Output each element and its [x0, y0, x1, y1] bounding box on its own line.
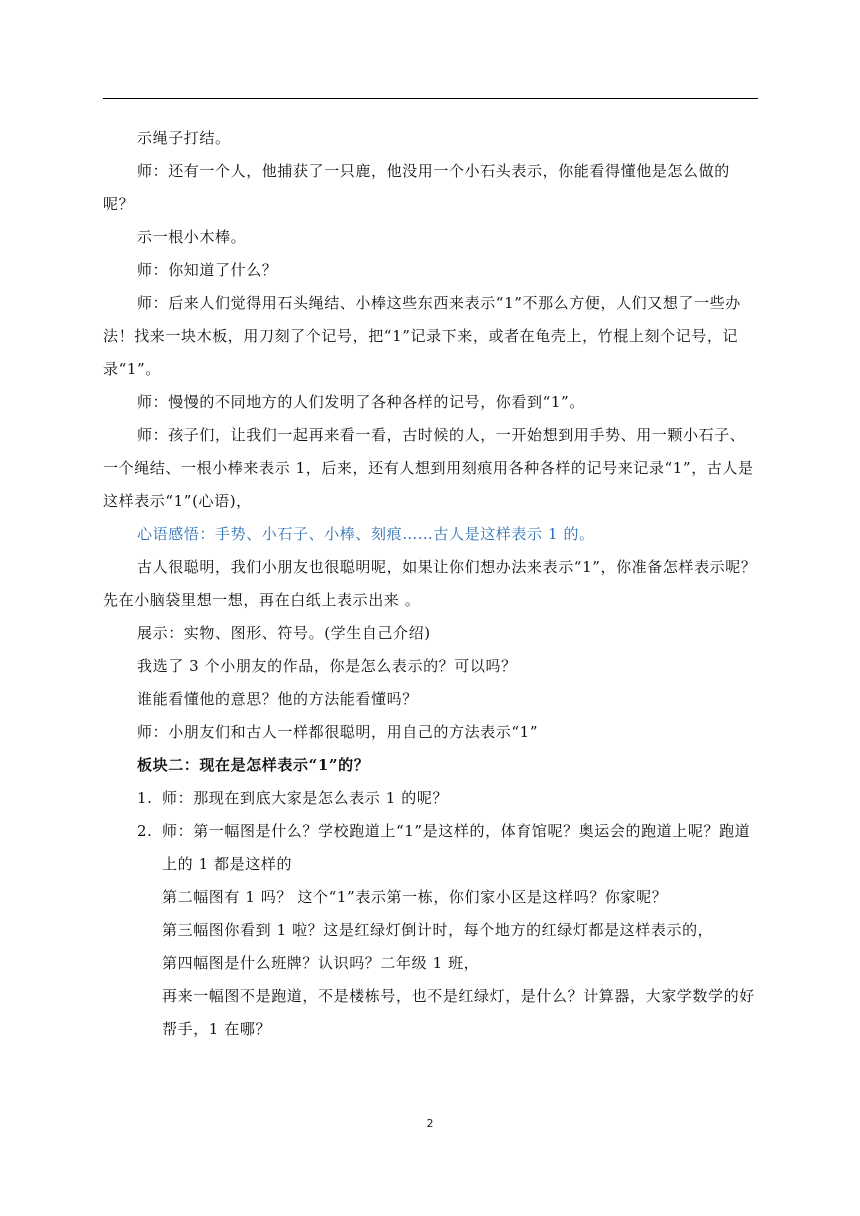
paragraph: 展示：实物、图形、符号。(学生自己介绍): [137, 624, 431, 642]
paragraph: 古人很聪明，我们小朋友也很聪明呢，如果让你们想办法来表示“1”，你准备怎样表示呢？先在小脑袋里想一想，再在白纸上表示出来 。: [103, 558, 757, 609]
list-item: [103, 815, 758, 881]
list-sub-line: 第二幅图有 1 吗？ 这个“1”表示第一栋，你们家小区是这样吗？你家呢？: [162, 888, 668, 906]
list-sub-line: 第四幅图是什么班牌？认识吗？二年级 1 班，: [162, 954, 480, 972]
paragraph: 师：后来人们觉得用石头绳结、小棒这些东西来表示“1”不那么方便，人们又想了一些办法！找来一块木板，用刀刻了个记号，把“1”记录下来，或者在龟壳上，竹棍上刻个记号，记录“1”。: [103, 294, 741, 378]
paragraph: 师：慢慢的不同地方的人们发明了各种各样的记号，你看到“1”。: [137, 393, 585, 411]
list-item-text: 师：第一幅图是什么？学校跑道上“1”是这样的，体育馆呢？奥运会的跑道上呢？跑道上的 1 都是这样的: [162, 822, 751, 873]
section-heading: 板块二：现在是怎样表示“1”的？: [137, 756, 370, 774]
paragraph: 示绳子打结。: [137, 129, 231, 147]
paragraph: 师：还有一个人，他捕获了一只鹿，他没用一个小石头表示，你能看得懂他是怎么做的呢？: [103, 162, 730, 213]
list-item-text: 师：那现在到底大家是怎么表示 1 的呢？: [162, 789, 449, 807]
list-item: [103, 782, 758, 815]
page-number: 2: [426, 1117, 434, 1130]
paragraph: 师：孩子们，让我们一起再来看一看，古时候的人，一开始想到用手势、用一颗小石子、一个绳结、一根小棒来表示 1，后来，还有人想到用刻痕用各种各样的记号来记录“1”，古人是这样表示“1”(心语)，: [103, 426, 754, 510]
paragraph: 我选了 3 个小朋友的作品，你是怎么表示的？可以吗？: [137, 657, 517, 675]
list-sub-line: 第三幅图你看到 1 啦？这是红绿灯倒计时，每个地方的红绿灯都是这样表示的，: [162, 921, 714, 939]
list-item-number: 1.: [137, 789, 153, 807]
document-body: [103, 122, 758, 1046]
paragraph: 师：你知道了什么？: [137, 261, 278, 279]
highlighted-paragraph: 心语感悟：手势、小石子、小棒、刻痕……古人是这样表示 1 的。: [137, 525, 595, 543]
list-sub-line: 再来一幅图不是跑道，不是楼栋号，也不是红绿灯，是什么？计算器，大家学数学的好帮手，1 在哪？: [162, 987, 755, 1038]
header-rule: [103, 98, 758, 99]
list-item-number: 2.: [137, 822, 153, 840]
paragraph: 示一根小木棒。: [137, 228, 247, 246]
paragraph: 师：小朋友们和古人一样都很聪明，用自己的方法表示“1”: [137, 723, 539, 741]
paragraph: 谁能看懂他的意思？他的方法能看懂吗？: [137, 690, 418, 708]
